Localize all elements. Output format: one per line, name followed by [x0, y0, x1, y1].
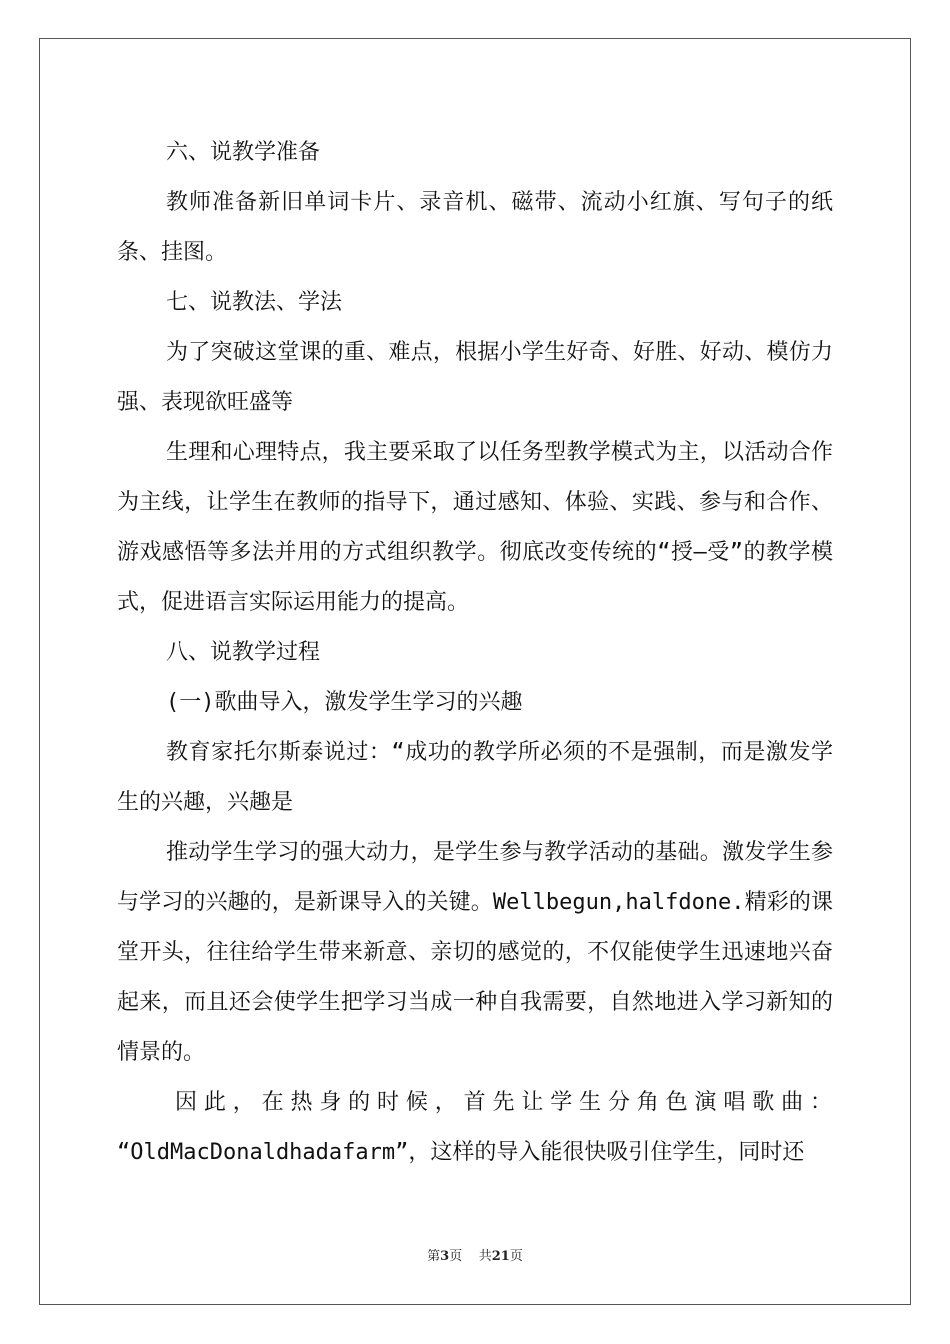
paragraph-song-title: “OldMacDonaldhadafarm”，这样的导入能很快吸引住学生，同时还 [117, 1140, 805, 1165]
footer-total-prefix: 共 [478, 1249, 492, 1264]
section-heading-methods: 七、说教法、学法 [166, 290, 343, 315]
footer-page-suffix: 页 [449, 1249, 463, 1264]
paragraph-methods-intro: 为了突破这堂课的重、难点，根据小学生好奇、好胜、好动、模仿力强、表现欲旺盛等 [117, 340, 833, 415]
document-body [117, 128, 833, 1178]
paragraph-preparation: 教师准备新旧单词卡片、录音机、磁带、流动小红旗、写句子的纸条、挂图。 [117, 190, 833, 265]
subsection-heading-song-intro: (一)歌曲导入，激发学生学习的兴趣 [166, 690, 523, 715]
page-footer [0, 1245, 950, 1264]
paragraph-tolstoy-quote: 教育家托尔斯泰说过：“成功的教学所必须的不是强制，而是激发学生的兴趣，兴趣是 [117, 740, 833, 815]
section-heading-process: 八、说教学过程 [166, 640, 321, 665]
footer-total-suffix: 页 [509, 1249, 523, 1264]
paragraph-methods-detail: 生理和心理特点，我主要采取了以任务型教学模式为主，以活动合作为主线，让学生在教师的指导下，通过感知、体验、实践、参与和合作、游戏感悟等多法并用的方式组织教学。彻底改变传统的“授—受”的教学模式，促进语言实际运用能力的提高。 [117, 440, 833, 615]
section-heading-preparation: 六、说教学准备 [166, 140, 321, 165]
paragraph-warmup: 因此，在热身的时候，首先让学生分角色演唱歌曲： [175, 1090, 833, 1115]
footer-page-prefix: 第 [427, 1249, 441, 1264]
footer-page-number: 3 [440, 1249, 450, 1264]
paragraph-motivation: 推动学生学习的强大动力，是学生参与教学活动的基础。激发学生参与学习的兴趣的，是新课导入的关键。Wellbegun,halfdone.精彩的课堂开头，往往给学生带来新意、亲切的感觉的，不仅能使学生迅速地兴奋起来，而且还会使学生把学习当成一种自我需要，自然地进入学习新知的情景的。 [117, 840, 833, 1065]
footer-total-pages: 21 [491, 1249, 510, 1264]
